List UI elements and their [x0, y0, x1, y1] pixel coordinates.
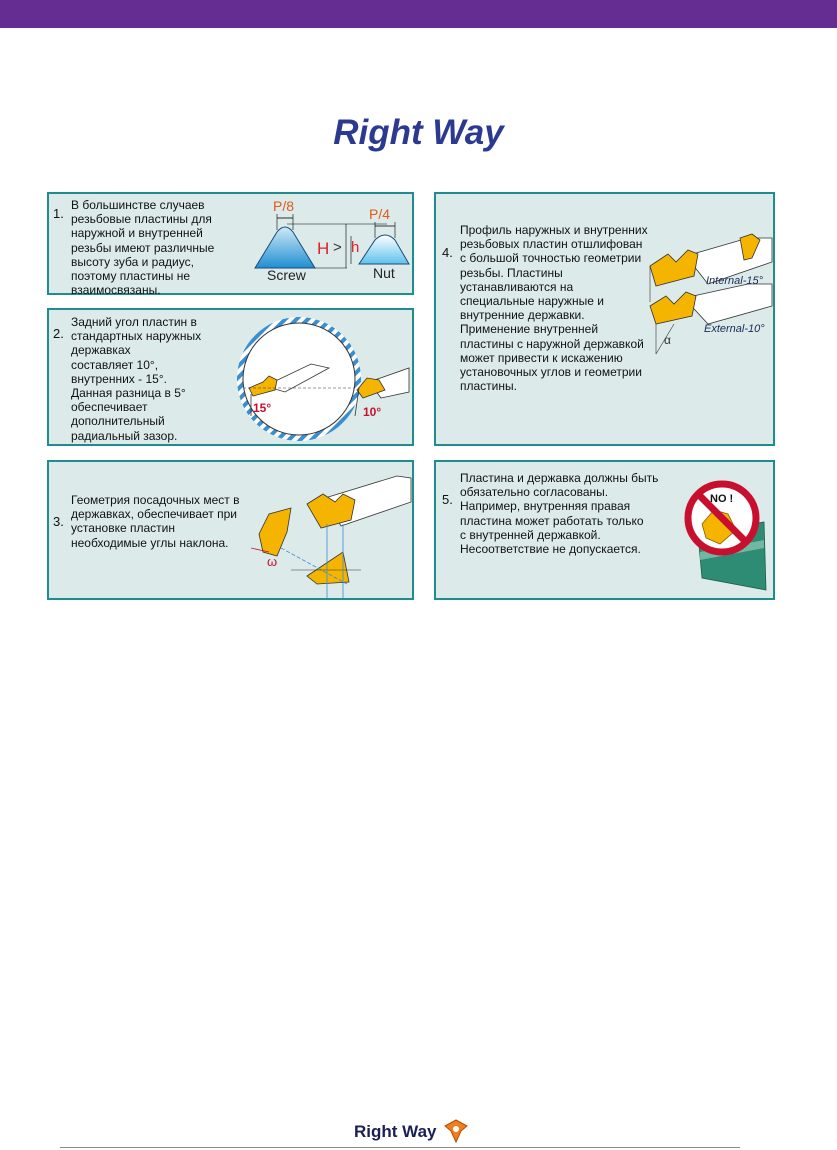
- text-line: внутренних - 15°.: [71, 371, 167, 386]
- text-line: пластины.: [460, 379, 517, 394]
- label-nut: Nut: [373, 265, 395, 281]
- text-line: поэтому пластины не: [71, 269, 191, 284]
- nut-tooth: [359, 235, 409, 264]
- text-line: резьбовые пластины для: [71, 212, 212, 227]
- external-insert: [650, 292, 696, 324]
- omega-label: ω: [267, 554, 278, 569]
- text-line: стандартных наружных: [71, 329, 202, 344]
- panel-number: 4.: [442, 245, 453, 260]
- screw-tooth: [255, 227, 315, 268]
- text-line: Данная разница в 5°: [71, 386, 186, 401]
- top-bar: [0, 0, 837, 28]
- panel-number: 1.: [53, 206, 64, 221]
- text-line: взаимосвязаны.: [71, 283, 161, 298]
- panel-text: [71, 493, 240, 550]
- panel-1: [47, 192, 414, 298]
- text-line: резьбы имеют различные: [71, 240, 215, 255]
- footer-brand: [354, 1118, 469, 1144]
- panel-4: [434, 192, 775, 446]
- panel-number: 2.: [53, 326, 64, 341]
- text-line: обязательно согласованы.: [460, 485, 609, 500]
- text-line: Пластина и державка должны быть: [460, 471, 659, 485]
- text-line: Применение внутренней: [460, 322, 599, 337]
- text-line: дополнительный: [71, 414, 165, 429]
- text-line: необходимые углы наклона.: [71, 535, 229, 550]
- footer-logo-icon: [443, 1118, 469, 1144]
- text-line: с внутренней державкой.: [460, 527, 601, 542]
- text-line: пластины с наружной державкой: [460, 336, 644, 351]
- alpha-label: α: [664, 333, 671, 347]
- text-line: пластина может работать только: [460, 513, 644, 528]
- panel-number: 5.: [442, 492, 453, 507]
- text-line: державках, обеспечивает при: [71, 507, 237, 522]
- footer-brand-text: Right Way: [354, 1122, 437, 1141]
- label-gt: >: [333, 239, 342, 256]
- text-line: высоту зуба и радиус,: [71, 254, 194, 269]
- no-mismatch-figure: [680, 474, 772, 592]
- panel-3: [47, 460, 414, 600]
- text-line: наружной и внутренней: [71, 226, 203, 241]
- thread-profile-figure: [247, 196, 412, 292]
- label-p4: P/4: [369, 206, 391, 222]
- panel-text: [71, 198, 214, 297]
- text-line: может привести к искажению: [460, 350, 623, 365]
- holder-profiles-figure: [648, 232, 774, 356]
- panel-2: [47, 308, 414, 446]
- page-title: Right Way: [333, 113, 504, 152]
- text-line: Профиль наружных и внутренних: [460, 223, 648, 237]
- panel-number: 3.: [53, 514, 64, 529]
- external-holder: [684, 284, 772, 324]
- label-screw: Screw: [267, 267, 306, 283]
- text-line: обеспечивает: [71, 400, 148, 415]
- text-line: специальные наружные и: [460, 294, 604, 309]
- panel-text: [460, 471, 658, 556]
- panel-text: [460, 223, 648, 393]
- text-line: с большой точностью геометрии: [460, 251, 642, 266]
- text-line: резьбы. Пластины: [460, 265, 563, 280]
- internal-label: Internal-15°: [706, 275, 763, 287]
- label-h: h: [351, 239, 360, 256]
- external-label: External-10°: [704, 323, 765, 335]
- text-line: Несоответствие не допускается.: [460, 542, 641, 557]
- panel-text: [71, 315, 201, 443]
- text-line: Геометрия посадочных мест в: [71, 493, 240, 507]
- text-line: внутренние державки.: [460, 308, 585, 323]
- clearance-angle-figure: [229, 316, 413, 442]
- insert-side: [259, 508, 291, 556]
- text-line: радиальный зазор.: [71, 428, 178, 443]
- label-H: H: [317, 239, 330, 258]
- text-line: установочных углов и геометрии: [460, 365, 642, 380]
- no-label: NO !: [710, 493, 734, 505]
- text-line: составляет 10°,: [71, 357, 159, 372]
- text-line: В большинстве случаев: [71, 198, 205, 212]
- angle-15: 15°: [253, 401, 272, 415]
- text-line: Например, внутренняя правая: [460, 499, 631, 514]
- footer-divider: [60, 1147, 740, 1148]
- panel-5: [434, 460, 775, 600]
- text-line: державках: [71, 343, 131, 358]
- internal-insert: [650, 250, 698, 286]
- angle-10: 10°: [363, 405, 382, 419]
- text-line: резьбовых пластин отшлифован: [460, 237, 643, 252]
- text-line: Задний угол пластин в: [71, 315, 197, 329]
- text-line: устанавливаются на: [460, 279, 574, 294]
- text-line: установке пластин: [71, 521, 175, 536]
- inclination-angle-figure: [251, 464, 413, 598]
- label-p8: P/8: [273, 198, 295, 214]
